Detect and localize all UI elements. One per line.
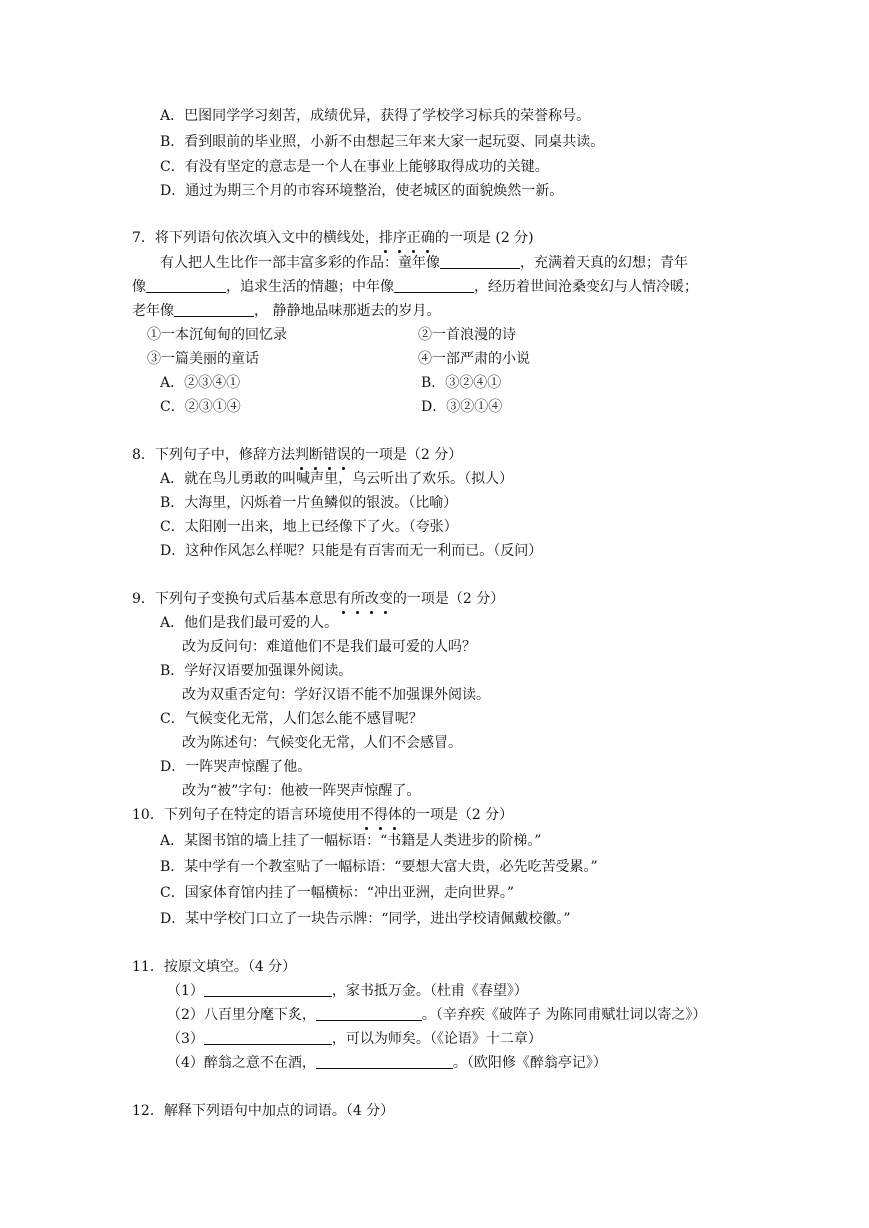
q6-option-a: A．巴图同学学习刻苦，成绩优异，获得了学校学习标兵的荣誉称号。 [160, 108, 591, 124]
q10-option-a: A．某图书馆的墙上挂了一幅标语：“书籍是人类进步的阶梯。” [160, 833, 542, 849]
q10-stem-text: 10．下列句子在特定的语言环境使用 [132, 807, 360, 823]
q9-option-a: A．他们是我们最可爱的人。 [160, 615, 339, 631]
emphasis-char: 排 [379, 226, 393, 250]
emphasis-char: 变 [379, 587, 393, 611]
fill-blank[interactable] [316, 1052, 453, 1069]
emphasis-char: 错 [323, 443, 337, 467]
q9-stem-text: 9．下列句子变换句式后基本意思 [132, 591, 337, 607]
q8-option-b: B．大海里，闪烁着一片鱼鳞似的银波。（比喻） [160, 495, 458, 511]
fill-blank[interactable] [440, 252, 520, 269]
q7-passage-text: 有人把人生比作一部丰富多彩的作品：童年像 [160, 255, 440, 271]
emphasis-char: 改 [365, 587, 379, 611]
emphasis-char: 体 [388, 803, 402, 827]
q7-option-c: C．②③①④ [160, 399, 241, 415]
q11-item-text: （2）八百里分麾下炙， [167, 1007, 316, 1023]
fill-blank[interactable] [204, 1028, 332, 1045]
q7-stem [132, 226, 534, 250]
q8-option-a: A．就在鸟儿勇敢的叫喊声里，乌云听出了欢乐。（拟人） [160, 471, 514, 487]
q7-passage-line-3 [132, 299, 440, 323]
q11-item-text: （3） [167, 1031, 204, 1047]
q11-item-3 [167, 1027, 542, 1051]
q11-item-2 [167, 1003, 706, 1027]
q10-option-c: C．国家体育馆内挂了一幅横标：“冲出亚洲，走向世界。” [160, 885, 515, 901]
q9-option-b: B．学好汉语要加强课外阅读。 [160, 663, 353, 679]
q7-stem-text: 7．将下列语句依次填入文中的横线处， [132, 230, 379, 246]
q9-stem [132, 587, 504, 611]
emphasis-char: 所 [351, 587, 365, 611]
q12-stem: 12．解释下列语句中加点的词语。（4 分） [132, 1103, 395, 1119]
q8-option-c: C．太阳刚一出来，地上已经像下了火。（夸张） [160, 519, 458, 535]
emphasis-char: 确 [421, 226, 435, 250]
q7-sentence-1: ①一本沉甸甸的回忆录 [147, 327, 287, 343]
q10-stem-score: 的一项是（2 分） [401, 807, 514, 823]
q11-stem: 11．按原文填空。（4 分） [132, 959, 297, 975]
q11-item-text: （1） [167, 983, 204, 999]
q7-passage-text: 老年像 [132, 303, 174, 319]
emphasis-char: 断 [309, 443, 323, 467]
q8-stem-score: 的一项是（2 分） [350, 447, 463, 463]
q7-passage-text: ，充满着天真的幻想；青年 [520, 255, 688, 271]
fill-blank[interactable] [204, 980, 332, 997]
emphasis-char: 序 [393, 226, 407, 250]
q9-option-b-rewrite: 改为双重否定句：学好汉语不能不加强课外阅读。 [182, 687, 490, 703]
q9-option-d: D．一阵哭声惊醒了他。 [160, 759, 312, 775]
q11-item-1 [167, 979, 528, 1003]
q6-option-d: D．通过为期三个月的市容环境整治，使老城区的面貌焕然一新。 [160, 183, 564, 199]
emphasis-char: 不 [360, 803, 374, 827]
emphasis-char: 误 [337, 443, 351, 467]
q8-stem-text: 8．下列句子中，修辞方法 [132, 447, 295, 463]
q7-sentence-2: ②一首浪漫的诗 [418, 327, 516, 343]
q7-passage-line-2 [132, 275, 698, 299]
q7-option-d: D．③②①④ [421, 399, 503, 415]
emphasis-char: 正 [407, 226, 421, 250]
q7-passage-text: ， 静静地品味那逝去的岁月。 [254, 303, 441, 319]
emphasis-char: 判 [295, 443, 309, 467]
q8-stem [132, 443, 462, 467]
q9-option-d-rewrite: 改为“被”字句：他被一阵哭声惊醒了。 [182, 783, 421, 799]
emphasis-char: 有 [337, 587, 351, 611]
q7-passage-text: ，经历着世间沧桑变幻与人情冷暖； [474, 279, 698, 295]
q7-option-b: B．③②④① [421, 375, 502, 391]
q6-option-c: C．有没有坚定的意志是一个人在事业上能够取得成功的关键。 [160, 159, 549, 175]
emphasis-char: 得 [374, 803, 388, 827]
q7-passage-line-1 [160, 251, 688, 275]
q7-passage-text: ，追求生活的情趣；中年像 [226, 279, 394, 295]
q7-passage-text: 像 [132, 279, 146, 295]
q6-option-b: B．看到眼前的毕业照，小新不由想起三年来大家一起玩耍、同桌共读。 [160, 134, 605, 150]
q8-option-d: D．这种作风怎么样呢？只能是有百害而无一利而已。（反问） [160, 543, 543, 559]
q10-stem [132, 803, 513, 827]
q11-item-text: ，可以为师矣。（《论语》十二章） [331, 1031, 542, 1047]
q7-sentence-3: ③一篇美丽的童话 [147, 351, 259, 367]
q11-item-text: ，家书抵万金。（杜甫《春望》） [331, 983, 528, 999]
fill-blank[interactable] [146, 276, 226, 293]
q7-option-a: A．②③④① [160, 375, 241, 391]
q9-option-c: C．气候变化无常，人们怎么能不感冒呢？ [160, 711, 423, 727]
q11-item-text: 。（欧阳修《醉翁亭记》） [452, 1055, 607, 1071]
q10-option-b: B．某中学有一个教室贴了一幅标语：“要想大富大贵，必先吃苦受累。” [160, 859, 598, 875]
q11-item-text: （4）醉翁之意不在酒， [167, 1055, 316, 1071]
q11-item-text: 。（辛弃疾《破阵子 为陈同甫赋壮词以寄之》） [421, 1007, 707, 1023]
q9-option-a-rewrite: 改为反问句：难道他们不是我们最可爱的人吗？ [182, 639, 476, 655]
q10-option-d: D．某中学校门口立了一块告示牌：“同学，进出学校请佩戴校徽。” [160, 911, 571, 927]
q7-stem-score: 的一项是 (2 分) [434, 230, 534, 246]
fill-blank[interactable] [174, 300, 254, 317]
fill-blank[interactable] [316, 1004, 422, 1021]
q11-item-4 [167, 1051, 607, 1075]
q9-option-c-rewrite: 改为陈述句：气候变化无常，人们不会感冒。 [182, 735, 462, 751]
q9-stem-score: 的一项是（2 分） [392, 591, 505, 607]
fill-blank[interactable] [394, 276, 474, 293]
q7-sentence-4: ④一部严肃的小说 [418, 351, 530, 367]
